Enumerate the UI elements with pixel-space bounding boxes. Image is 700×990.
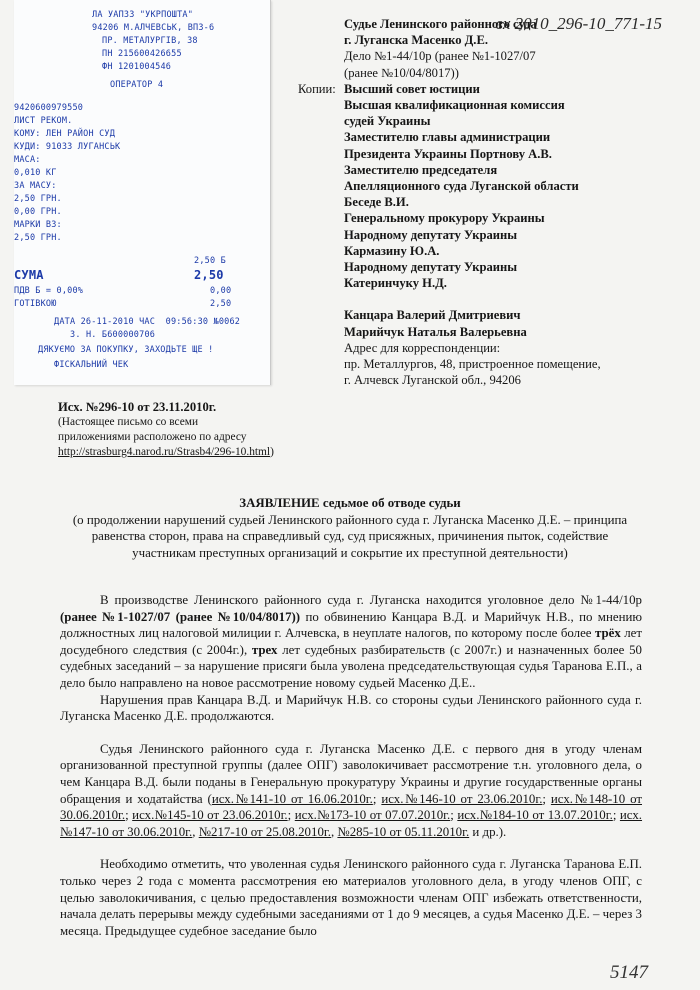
postal-receipt [14,0,271,385]
receipt-line: 0,010 КГ [14,168,57,178]
receipt-line: 9420600979550 [14,103,84,113]
paragraph-3: Судья Ленинского районного суда г. Луганска Масенко Д.Е. с первого дня в угоду членам организованной преступной группы (далее ОПГ) заволокичивает рассмотрение т.н. уголовного дела, о чем Канцара В.Д. были поданы в Генеральную прокуратуру Украины и другие государственные органы обращения и ходатайства (исх.№141-10 от 16.06.2010г.; исх.№146-10 от 23.06.2010г.; исх.№148-10 от 30.06.2010г.; исх.№145-10 от 23.06.2010г.; исх.№173-10 от 07.07.2010г.; исх.№184-10 от 13.07.2010г.; исх.№147-10 от 30.06.2010г., №217-10 от 25.08.2010г., №285-10 от 05.11.2010г. и др.). [60,741,643,839]
text: лет судебных разбирательств (с 2007г.) и назначенных более 50 судебных заседаний – за нарушение присяги была уволена председательствующая судья Таранова Е.П., а дело было направлено на новое рассмотрение новому судьей Масенко Д.Е.. [60,642,642,690]
emphasis: трех [251,642,278,657]
addressee-judge: Судье Ленинского районного суда [344,17,537,31]
copy-recipient: Высший совет юстиции [344,81,480,96]
incoming-stamp: вх 2010_296-10_771-15 [495,14,662,33]
case-number-old: (ранее №10/04/8017)) [344,65,459,80]
title-main: ЗАЯВЛЕНИЕ седьмое об отводе судьи [239,496,461,510]
receipt-vat-label: ПДВ Б = 0,00% [14,286,84,296]
reference: исх.№146-10 от 23.06.2010г. [381,791,543,806]
reference: исх.№184-10 от 13.07.2010г. [457,808,613,823]
attachment-link[interactable]: http://strasburg4.narod.ru/Strasb4/296-10.html [58,446,271,458]
receipt-line: 0,00 ГРН. [14,207,62,217]
receipt-cash-label: ГОТІВКОЮ [14,299,57,309]
sender-name: Марийчук Наталья Валерьевна [344,324,527,339]
text: и др.). [469,824,507,839]
page-number: 5147 [610,962,648,983]
text: по обвинению Канцара В.Д. и Марийчук Н.В., по мнению должностных лиц налоговой милиции г. Алчевска, в неуплате налогов, по которому после более [60,609,642,641]
receipt-line: МАСА: [14,155,41,165]
reference: №285-10 от 05.11.2010г. [337,824,470,839]
copy-recipient: Беседе В.И. [344,195,409,210]
addressee-block [344,16,684,388]
receipt-serial: З. Н. Б600000706 [70,330,156,340]
receipt-line: ОПЕРАТОР 4 [110,80,164,90]
sender-name: Канцара Валерий Дмитриевич [344,308,521,323]
note-line: (Настоящее письмо со всеми [58,416,199,428]
receipt-line: ЛА УАПЗЗ "УКРПОШТА" [92,10,194,20]
copies-label: Копии: [298,82,336,96]
receipt-line: МАРКИ ВЗ: [14,220,62,230]
receipt-cash-value: 2,50 [210,299,232,309]
copy-recipient: Кармазину Ю.А. [344,243,440,258]
receipt-line: ПР. МЕТАЛУРГІВ, 38 [102,36,198,46]
text: лет досудебного следствия (с 2004г.), [60,626,642,657]
note-close: ) [270,446,274,458]
reference: исх.№173-10 от 07.07.2010г. [294,808,451,823]
reference: №217-10 от 25.08.2010г. [198,824,331,839]
outgoing-number: Исх. №296-10 от 23.11.2010г. [58,400,217,414]
receipt-line: ЗА МАСУ: [14,181,57,191]
text: Судья Ленинского районного суда г. Луганска Масенко Д.Е. с первого дня в угоду членам организованной преступной группы (далее ОПГ) заволокичивает рассмотрение т.н. уголовного дела, о чем Канцара В.Д. были поданы в Генеральную прокуратуру Украины и другие государственные органы обращения и ходатайства ( [60,741,642,806]
reference: исх.№148-10 от 30.06.2010г. [60,791,642,823]
copy-recipient: Высшая квалификационная комиссия [344,98,565,113]
correspondence-label: Адрес для корреспонденции: [344,340,501,355]
case-number: Дело №1-44/10р (ранее №1-1027/07 [344,49,536,64]
correspondence-city: г. Алчевск Луганской обл., 94206 [344,373,521,388]
receipt-vat-value: 0,00 [210,286,232,296]
receipt-line: КУДИ: 91033 ЛУГАНСЬК [14,142,121,152]
statement-title [60,495,640,561]
copy-recipient: Катеринчуку Н.Д. [344,276,447,291]
receipt-subtotal: 2,50 Б [194,256,226,266]
reference: исх.№147-10 от 30.06.2010г. [60,808,643,839]
copy-recipient: Заместителю главы администрации [344,130,551,145]
receipt-thanks: ДЯКУЄМО ЗА ПОКУПКУ, ЗАХОДЬТЕ ЩЕ ! [38,345,214,355]
correspondence-address: пр. Металлургов, 48, пристроенное помещение, [344,357,601,372]
copy-recipient: Апелляционного суда Луганской области [344,179,579,194]
copy-recipient: Заместителю председателя [344,162,498,177]
receipt-fiscal: ФІСКАЛЬНИЙ ЧЕК [54,360,129,370]
receipt-line: 94206 М.АЛЧЕВСЬК, ВПЗ-6 [92,23,215,33]
receipt-date: ДАТА 26-11-2010 ЧАС 09:56:30 №0062 [54,317,241,327]
addressee-court: г. Луганска Масенко Д.Е. [344,33,489,48]
paragraph-1 [60,592,642,692]
receipt-line: ЛИСТ РЕКОМ. [14,116,73,126]
spacer [344,291,684,307]
note-line: приложениями расположено по адресу [58,431,247,443]
copy-recipient: Народному депутату Украины [344,227,518,242]
emphasis: трёх [594,626,621,641]
reference: исх.№141-10 от 16.06.2010г. [211,791,373,806]
receipt-total-label: СУМА [14,268,44,282]
paragraph-2: Нарушения прав Канцара В.Д. и Марийчук Н.В. со стороны судьи Ленинского районного суда г. Луганска Масенко Д.Е. продолжаются. [60,692,642,724]
copy-recipient: Генеральному прокурору Украины [344,211,545,226]
copy-recipient: Народному депутату Украины [344,260,518,275]
title-sub: (о продолжении нарушений судьей Ленинского районного суда г. Луганска Масенко Д.Е. – принципа равенства сторон, права на справедливый суд, суд присяжных, причинения пыток, содействие участникам преступных организаций и сокрытие их преступной деятельности) [72,512,628,560]
copy-recipient: судей Украины [344,114,431,129]
text: В производстве Ленинского районного суда г. Луганска находится уголовное дело №1-44/10р [100,593,642,607]
paragraph-4: Необходимо отметить, что уволенная судья Ленинского районного суда г. Луганска Таранова Е.П. только через 2 года с момента рассмотрения ею материалов уголовного дела, в угоду членов ОПГ, с целью заволокичивания, с целью предоставления возможности членам ОПГ избежать ответственности, начала делать перерывы между судебными заседаниями от 1 до 9 месяцев, а судья Масенко Д.Е. – через 3 месяца. Предыдущее судебное заседание было [60,857,642,938]
outgoing-block [58,400,358,460]
receipt-line: ПН 215600426655 [102,49,182,59]
receipt-line: ФН 1201004546 [102,62,172,72]
statement-body [60,592,642,939]
receipt-line: 2,50 ГРН. [14,194,62,204]
copy-recipient: Президента Украины Портнову А.В. [344,146,552,161]
receipt-line: КОМУ: ЛЕН РАЙОН СУД [14,129,116,139]
receipt-total-value: 2,50 [194,268,224,282]
reference: исх.№145-10 от 23.06.2010г. [132,808,288,823]
receipt-line: 2,50 ГРН. [14,233,62,243]
old-case-number: (ранее №1-1027/07 (ранее №10/04/8017)) [60,609,301,624]
